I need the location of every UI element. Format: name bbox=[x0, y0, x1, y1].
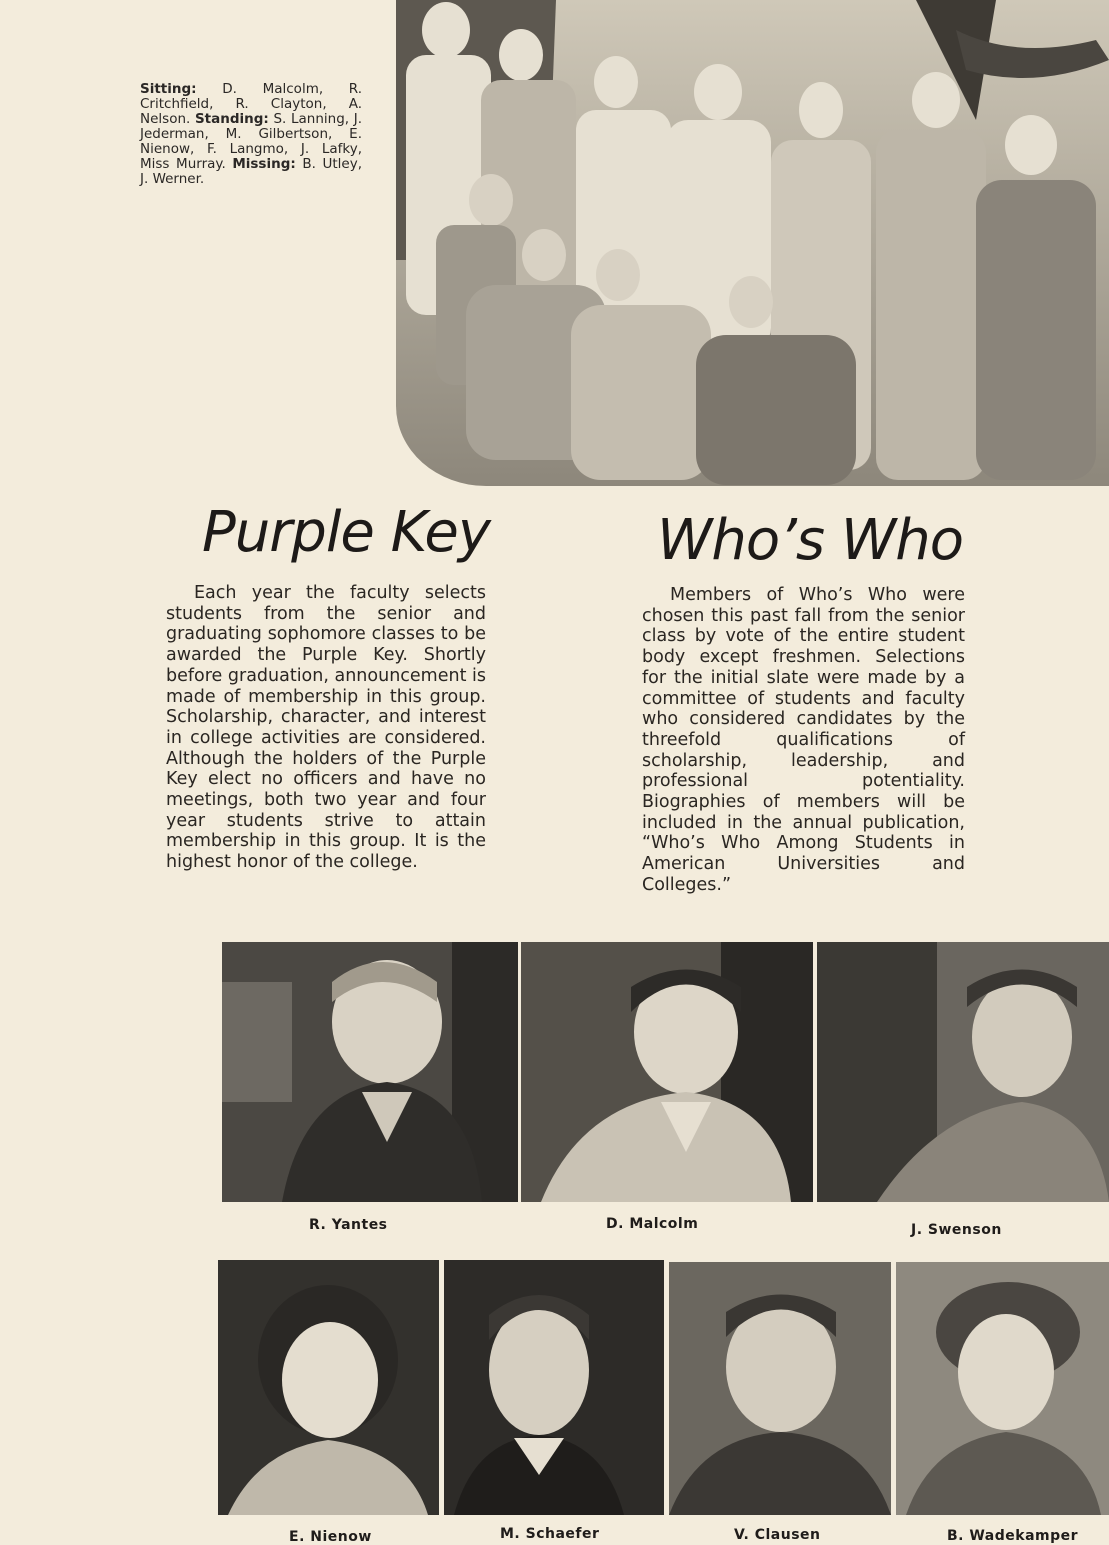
portrait-name: R. Yantes bbox=[309, 1217, 388, 1233]
purple-key-body: Each year the faculty selects students from the senior and graduating sophomore classes to be awarded the Purple Key. Shortly before graduation, announcement is made of membership in this group. Scholarship, character, and interest in college activities are considered. Although the holders of the Purple Key elect no officers and have no meetings, both two year and four year students strive to attain membership in this group. It is the highest honor of the college. bbox=[166, 583, 486, 873]
portrait-image bbox=[896, 1262, 1109, 1515]
portrait-image bbox=[817, 942, 1109, 1202]
portrait-name: B. Wadekamper bbox=[947, 1528, 1079, 1544]
portrait-photo bbox=[444, 1260, 664, 1515]
portrait-image bbox=[669, 1262, 891, 1515]
group-photo-caption bbox=[140, 82, 362, 187]
caption-missing-label: Missing: bbox=[232, 156, 296, 172]
purple-key-title: Purple Key bbox=[202, 500, 490, 565]
portrait-photo bbox=[669, 1262, 891, 1515]
portrait-image bbox=[222, 942, 518, 1202]
group-photo bbox=[396, 0, 1109, 486]
whos-who-body: Members of Who’s Who were chosen this past fall from the senior class by vote of the entire student body except freshmen. Selections for the initial slate were made by a committee of students and faculty who considered candidates by the threefold qualifications of scholarship, leadership, and professional potentiality. Biographies of members will be included in the annual publication, “Who’s Who Among Students in American Universities and Colleges.” bbox=[642, 585, 965, 895]
portrait-photo bbox=[817, 942, 1109, 1202]
portrait-name: M. Schaefer bbox=[500, 1526, 600, 1542]
caption-missing-names: B. Utley, J. Werner. bbox=[140, 156, 362, 187]
group-photo-image bbox=[396, 0, 1109, 486]
portrait-photo bbox=[896, 1262, 1109, 1515]
portrait-image bbox=[218, 1260, 439, 1515]
portrait-name: J. Swenson bbox=[911, 1222, 1002, 1238]
caption-standing-label: Standing: bbox=[194, 111, 269, 127]
portrait-image bbox=[444, 1260, 664, 1515]
portrait-photo bbox=[222, 942, 518, 1202]
portrait-image bbox=[521, 942, 813, 1202]
whos-who-title: Who’s Who bbox=[657, 508, 964, 573]
caption-standing-names: S. Lanning, J. Jederman, M. Gilbertson, E. Nienow, F. Langmo, J. Lafky, Miss Murray. bbox=[140, 111, 362, 172]
portrait-photo bbox=[521, 942, 813, 1202]
caption-sitting-names: D. Malcolm, R. Critchfield, R. Clayton, A. Nelson. bbox=[140, 81, 362, 127]
caption-sitting-label: Sitting: bbox=[140, 81, 197, 97]
portrait-photo bbox=[218, 1260, 439, 1515]
portrait-name: D. Malcolm bbox=[606, 1216, 699, 1232]
portrait-name: E. Nienow bbox=[289, 1529, 372, 1545]
portrait-name: V. Clausen bbox=[734, 1527, 821, 1543]
